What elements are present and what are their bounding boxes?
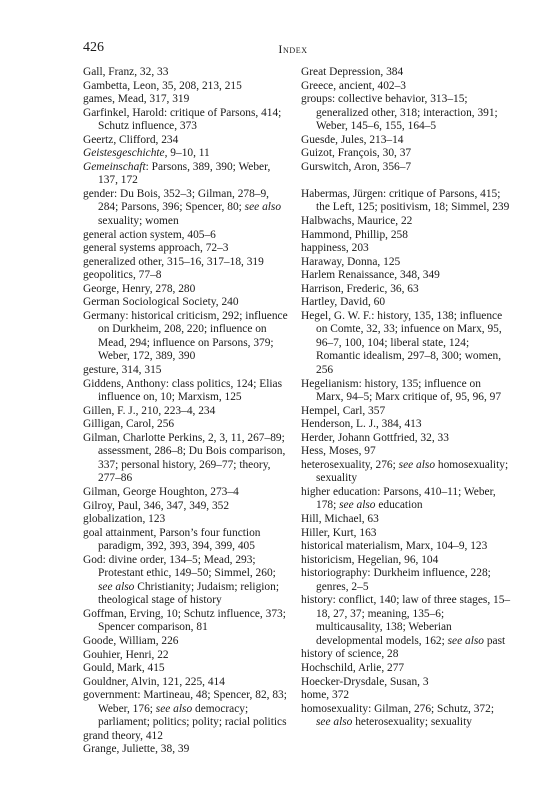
index-entry: Garfinkel, Harold: critique of Parsons, 414; Schutz influence, 373 bbox=[83, 106, 282, 133]
index-entry: Guizot, François, 30, 37 bbox=[301, 147, 412, 160]
index-entry: government: Martineau, 48; Spencer, 82, 83; Weber, 176; see also democracy; parliament; politics; polity; racial politics bbox=[83, 689, 287, 729]
index-entry: Henderson, L. J., 384, 413 bbox=[301, 418, 422, 431]
index-entry: games, Mead, 317, 319 bbox=[83, 93, 190, 106]
index-entry: Hegel, G. W. F.: history, 135, 138; influence on Comte, 32, 33; infuence on Marx, 95, 96–7, 100, 104; liberal state, 124; Romantic idealism, 297–8, 300; women, 256 bbox=[301, 309, 503, 376]
index-entry: higher education: Parsons, 410–11; Weber, 178; see also education bbox=[301, 485, 496, 512]
index-entry: Gemeinschaft: Parsons, 389, 390; Weber, 137, 172 bbox=[83, 160, 271, 187]
index-entry: Hempel, Carl, 357 bbox=[301, 404, 386, 417]
index-entry: goal attainment, Parson’s four function paradigm, 392, 393, 394, 399, 405 bbox=[83, 526, 261, 553]
page-number: 426 bbox=[83, 40, 104, 55]
index-entry: Herder, Johann Gottfried, 32, 33 bbox=[301, 431, 449, 444]
index-column-right bbox=[301, 66, 511, 730]
index-entry: globalization, 123 bbox=[83, 513, 166, 526]
index-entry: Gilroy, Paul, 346, 347, 349, 352 bbox=[83, 499, 230, 512]
index-entry: Geertz, Clifford, 234 bbox=[83, 133, 179, 146]
index-entry: Gilman, Charlotte Perkins, 2, 3, 11, 267–89; assessment, 286–8; Du Bois comparison, 337; personal history, 269–77; theory, 277–86 bbox=[83, 431, 286, 485]
index-entry: groups: collective behavior, 313–15; generalized other, 318; interaction, 391; Weber, 145–6, 155, 164–5 bbox=[301, 93, 498, 133]
index-entry: Haraway, Donna, 125 bbox=[301, 255, 401, 268]
index-column-left bbox=[83, 66, 288, 757]
index-entry: gender: Du Bois, 352–3; Gilman, 278–9, 284; Parsons, 396; Spencer, 80; see also sexuality; women bbox=[83, 187, 282, 228]
index-entry: Hartley, David, 60 bbox=[301, 296, 386, 309]
index-entry: German Sociological Society, 240 bbox=[83, 296, 239, 309]
index-entry: Hess, Moses, 97 bbox=[301, 445, 376, 458]
index-entry: Harrison, Frederic, 36, 63 bbox=[301, 282, 419, 295]
index-entry: Guesde, Jules, 213–14 bbox=[301, 133, 404, 146]
index-entry: Harlem Renaissance, 348, 349 bbox=[301, 269, 440, 282]
index-entry: God: divine order, 134–5; Mead, 293; Protestant ethic, 149–50; Simmel, 260; see also Christianity; Judaism; religion; theological stage of history bbox=[83, 553, 279, 607]
index-entry: Gambetta, Leon, 35, 208, 213, 215 bbox=[83, 79, 242, 92]
index-entry: Gilman, George Houghton, 273–4 bbox=[83, 485, 239, 498]
index-entry: Great Depression, 384 bbox=[301, 66, 404, 78]
index-entry: Hegelianism: history, 135; influence on Marx, 94–5; Marx critique of, 95, 96, 97 bbox=[301, 377, 502, 404]
index-entry: grand theory, 412 bbox=[83, 729, 163, 742]
index-entry: home, 372 bbox=[301, 689, 350, 702]
index-entry: gesture, 314, 315 bbox=[83, 364, 162, 377]
index-entry: Goode, William, 226 bbox=[83, 634, 179, 647]
index-entry: Hill, Michael, 63 bbox=[301, 513, 379, 525]
index-entry: history: conflict, 140; law of three stages, 15–18, 27, 37; meaning, 135–6; multicausality, 138; Weberian developmental models, 162; see also past bbox=[301, 594, 511, 647]
index-entry: Gurswitch, Aron, 356–7 bbox=[301, 160, 412, 173]
index-entry: Gould, Mark, 415 bbox=[83, 662, 165, 675]
index-entry: historical materialism, Marx, 104–9, 123 bbox=[301, 540, 488, 553]
index-entry: historicism, Hegelian, 96, 104 bbox=[301, 553, 439, 566]
index-entry: Gillen, F. J., 210, 223–4, 234 bbox=[83, 404, 216, 417]
index-entry: Goffman, Erving, 10; Schutz influence, 373; Spencer comparison, 81 bbox=[83, 607, 286, 634]
index-entry: Gouldner, Alvin, 121, 225, 414 bbox=[83, 675, 225, 688]
index-entry: Giddens, Anthony: class politics, 124; Elias influence on, 10; Marxism, 125 bbox=[83, 377, 283, 404]
index-entry: George, Henry, 278, 280 bbox=[83, 282, 196, 295]
index-entry: Hochschild, Arlie, 277 bbox=[301, 662, 405, 675]
index-entry: general systems approach, 72–3 bbox=[83, 242, 229, 255]
index-entry: geopolitics, 77–8 bbox=[83, 269, 162, 282]
index-entry: Hoecker-Drysdale, Susan, 3 bbox=[301, 675, 429, 688]
index-entry: generalized other, 315–16, 317–18, 319 bbox=[83, 255, 264, 268]
index-entry: Habermas, Jürgen: critique of Parsons, 415; the Left, 125; positivism, 18; Simmel, 239 bbox=[301, 187, 510, 214]
index-entry: Geistesgeschichte, 9–10, 11 bbox=[83, 147, 210, 160]
index-entry: Germany: historical criticism, 292; influence on Durkheim, 208, 220; influence on Mead, 294; influence on Parsons, 379; Weber, 172, 389, 390 bbox=[83, 309, 288, 363]
index-entry: homosexuality: Gilman, 276; Schutz, 372; see also heterosexuality; sexuality bbox=[301, 702, 494, 729]
index-entry: Hiller, Kurt, 163 bbox=[301, 526, 377, 539]
index-entry: happiness, 203 bbox=[301, 242, 369, 255]
index-entry: Greece, ancient, 402–3 bbox=[301, 79, 406, 92]
index-entry: Hammond, Phillip, 258 bbox=[301, 228, 408, 241]
index-entry: heterosexuality, 276; see also homosexuality; sexuality bbox=[301, 458, 509, 485]
index-entry: general action system, 405–6 bbox=[83, 228, 216, 241]
index-entry: Gouhier, Henri, 22 bbox=[83, 648, 169, 661]
index-entry: Gall, Franz, 32, 33 bbox=[83, 66, 169, 78]
index-entry: historiography: Durkheim influence, 228; genres, 2–5 bbox=[301, 567, 491, 593]
index-entry: history of science, 28 bbox=[301, 648, 399, 661]
index-entry: Gilligan, Carol, 256 bbox=[83, 418, 175, 431]
index-entry: Halbwachs, Maurice, 22 bbox=[301, 214, 413, 227]
index-entry: Grange, Juliette, 38, 39 bbox=[83, 743, 190, 756]
running-head: Index bbox=[278, 42, 308, 56]
